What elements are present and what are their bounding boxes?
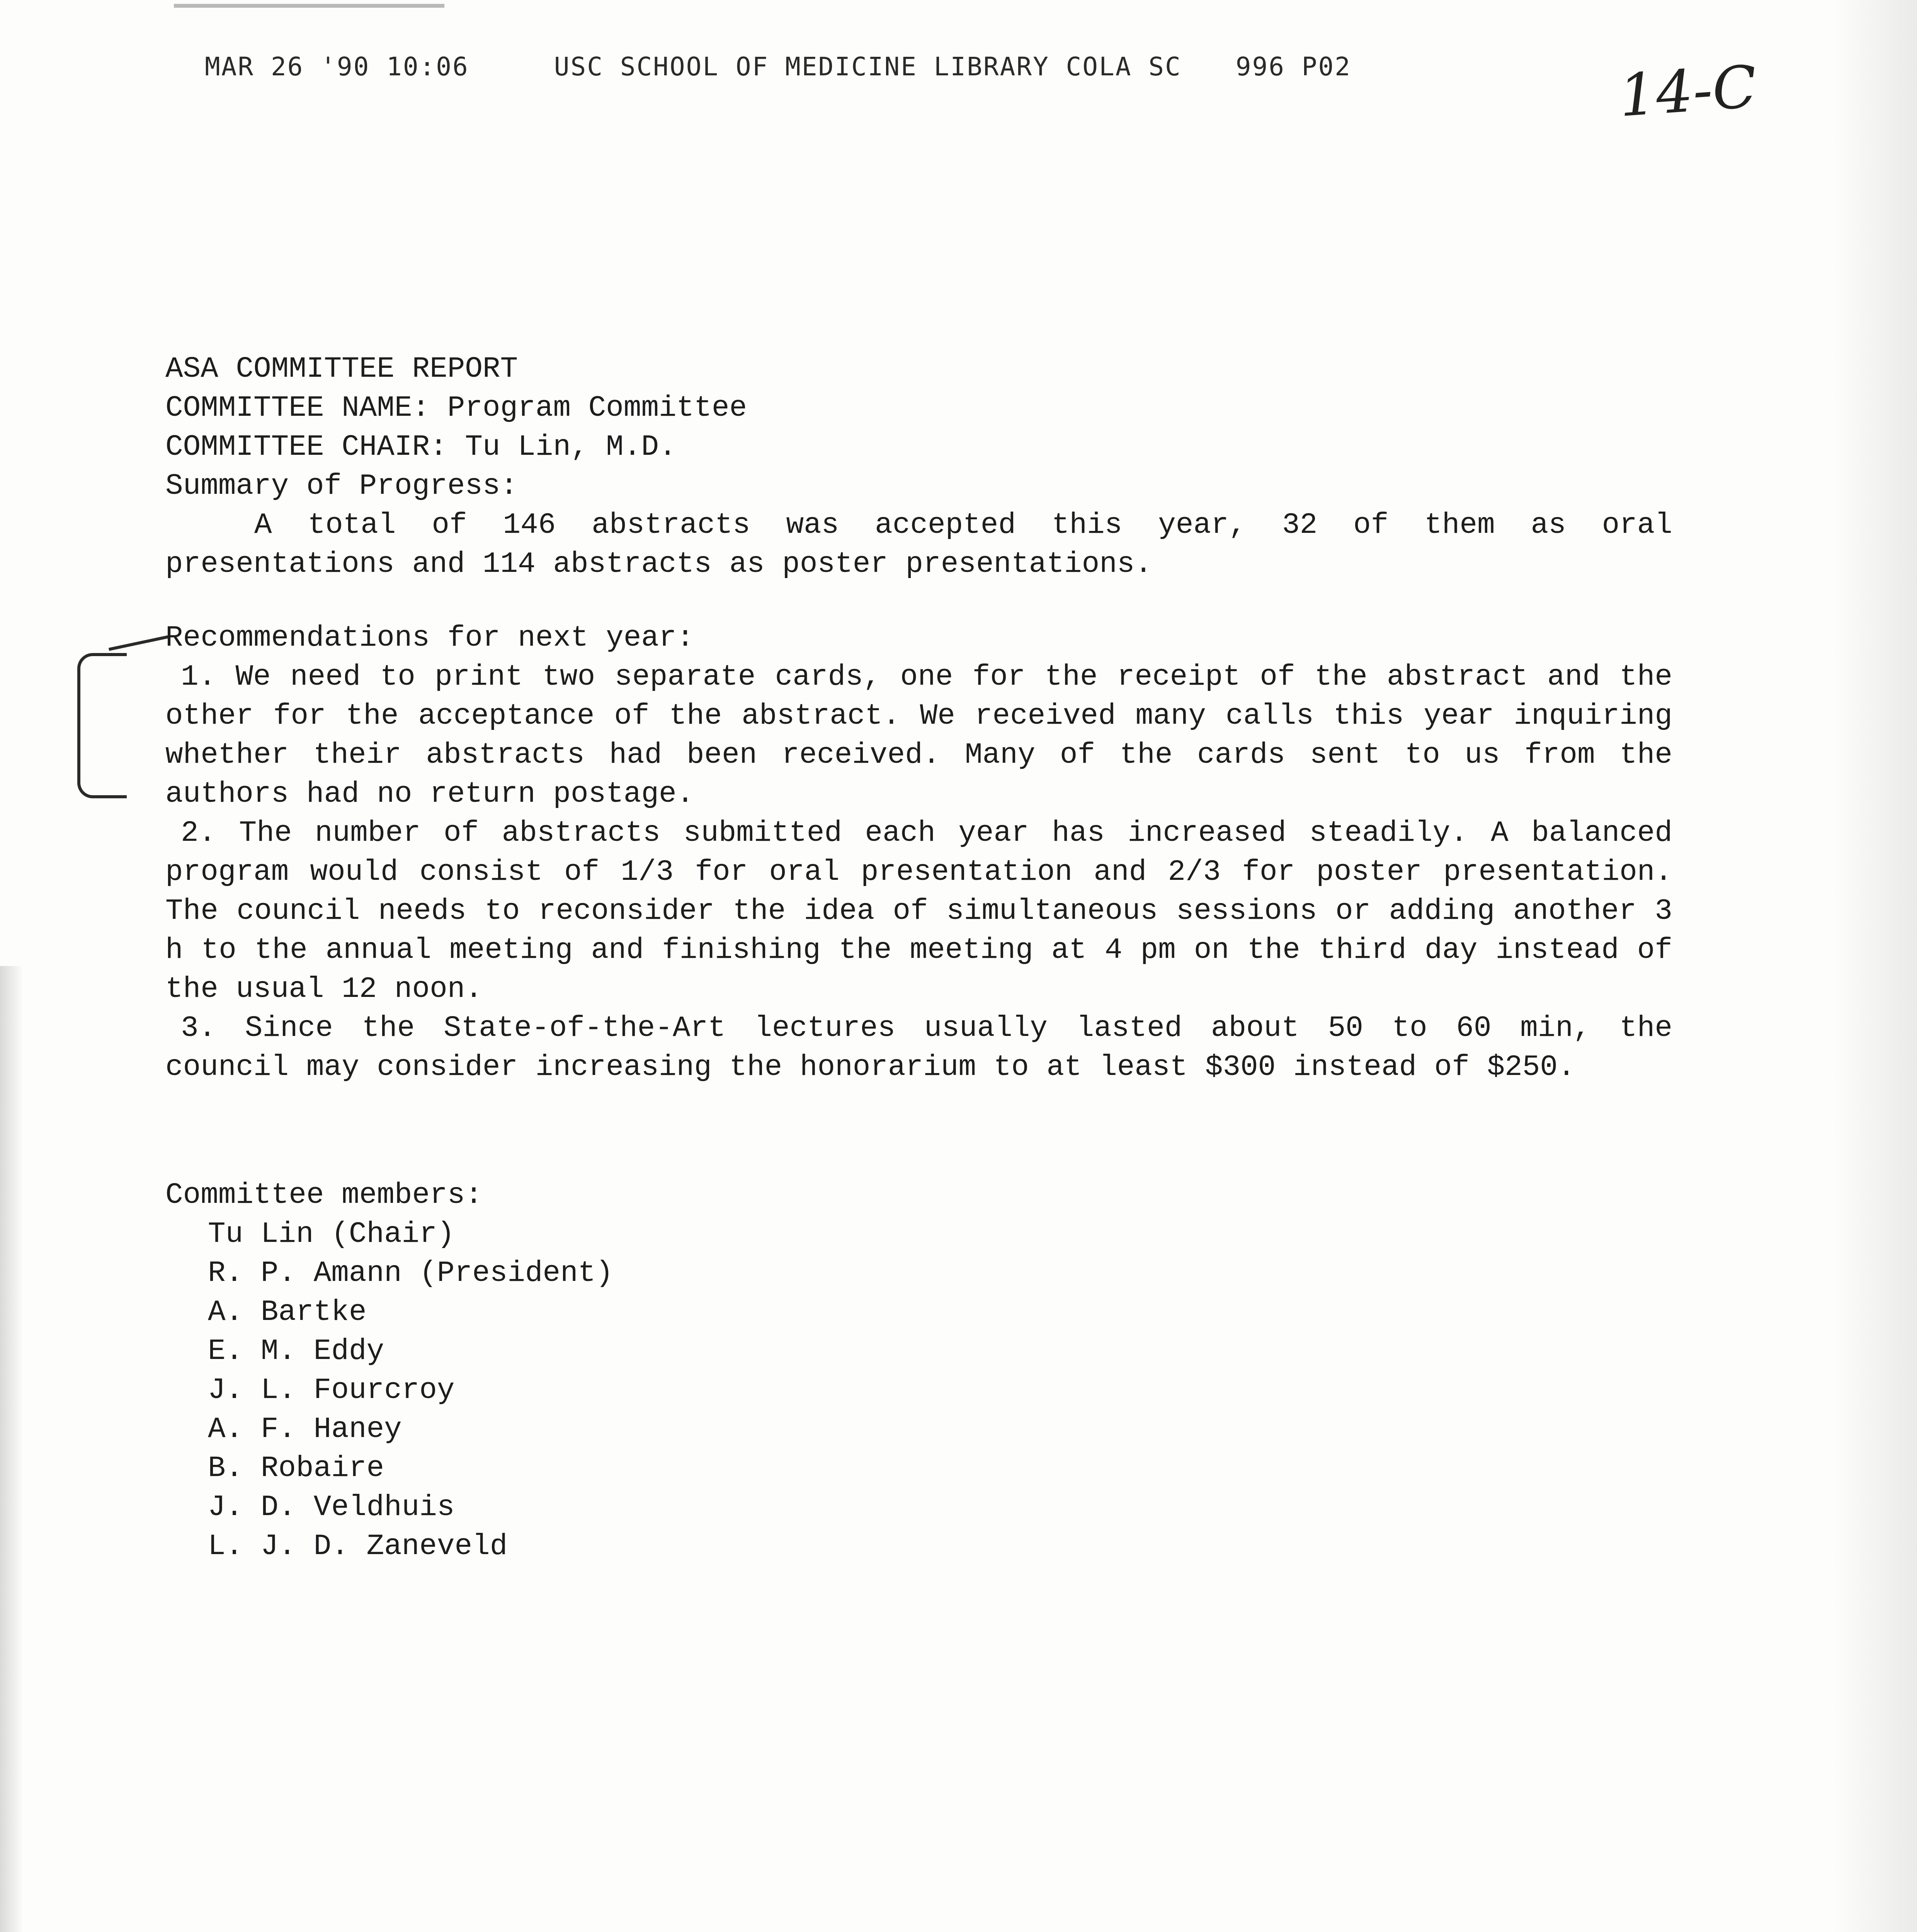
fax-datetime: MAR 26 '90 10:06 [205, 52, 469, 82]
committee-name: COMMITTEE NAME: Program Committee [165, 391, 747, 425]
member-name: E. M. Eddy [208, 1335, 384, 1368]
members-list [165, 1215, 1672, 1566]
member-name: L. J. D. Zaneveld [208, 1530, 508, 1563]
member-name: A. Bartke [208, 1296, 367, 1329]
committee-report [165, 350, 1672, 1566]
fax-page-code: 996 P02 [1235, 52, 1351, 82]
fax-sender: USC SCHOOL OF MEDICINE LIBRARY COLA SC [554, 52, 1182, 82]
fax-transmission-header [205, 52, 1351, 82]
member-name: B. Robaire [208, 1452, 384, 1485]
committee-chair: COMMITTEE CHAIR: Tu Lin, M.D. [165, 430, 677, 464]
summary-heading: Summary of Progress: [165, 469, 518, 503]
member-name: J. D. Veldhuis [208, 1491, 455, 1524]
scan-artifact-top [174, 4, 444, 8]
hand-drawn-bracket [77, 653, 127, 798]
member-name: A. F. Haney [208, 1413, 402, 1446]
summary-text: A total of 146 abstracts was accepted this year, 32 of them as oral presentations and 114 abstracts as poster presentations. [165, 509, 1672, 581]
member-name: Tu Lin (Chair) [208, 1218, 455, 1251]
members-heading: Committee members: [165, 1179, 483, 1212]
scan-shadow-right [1832, 0, 1917, 1932]
member-name: J. L. Fourcroy [208, 1374, 455, 1407]
recommendation-item: 1. We need to print two separate cards, one for the receipt of the abstract and the other for the acceptance of the abstract. We received many calls this year inquiring whether their abstracts had been received. Many of the cards sent to us from the authors had no return postage. [165, 660, 1672, 811]
member-name: R. P. Amann (President) [208, 1257, 613, 1290]
hand-drawn-bracket-tail [109, 635, 170, 651]
handwritten-annotation: 14-C [1617, 53, 1759, 130]
scan-shadow-left [0, 966, 23, 1932]
recommendation-item: 2. The number of abstracts submitted each year has increased steadily. A balanced program would consist of 1/3 for oral presentation and 2/3 for poster presentation. The council needs to reconsider the idea of simultaneous sessions or adding another 3 h to the annual meeting and finishing the meeting at 4 pm on the third day instead of the usual 12 noon. [165, 816, 1672, 1006]
report-title: ASA COMMITTEE REPORT [165, 352, 518, 386]
recommendation-item: 3. Since the State-of-the-Art lectures usually lasted about 50 to 60 min, the council may consider increasing the honorarium to at least $300 instead of $250. [165, 1012, 1672, 1084]
recommendations-heading: Recommendations for next year: [165, 621, 694, 655]
